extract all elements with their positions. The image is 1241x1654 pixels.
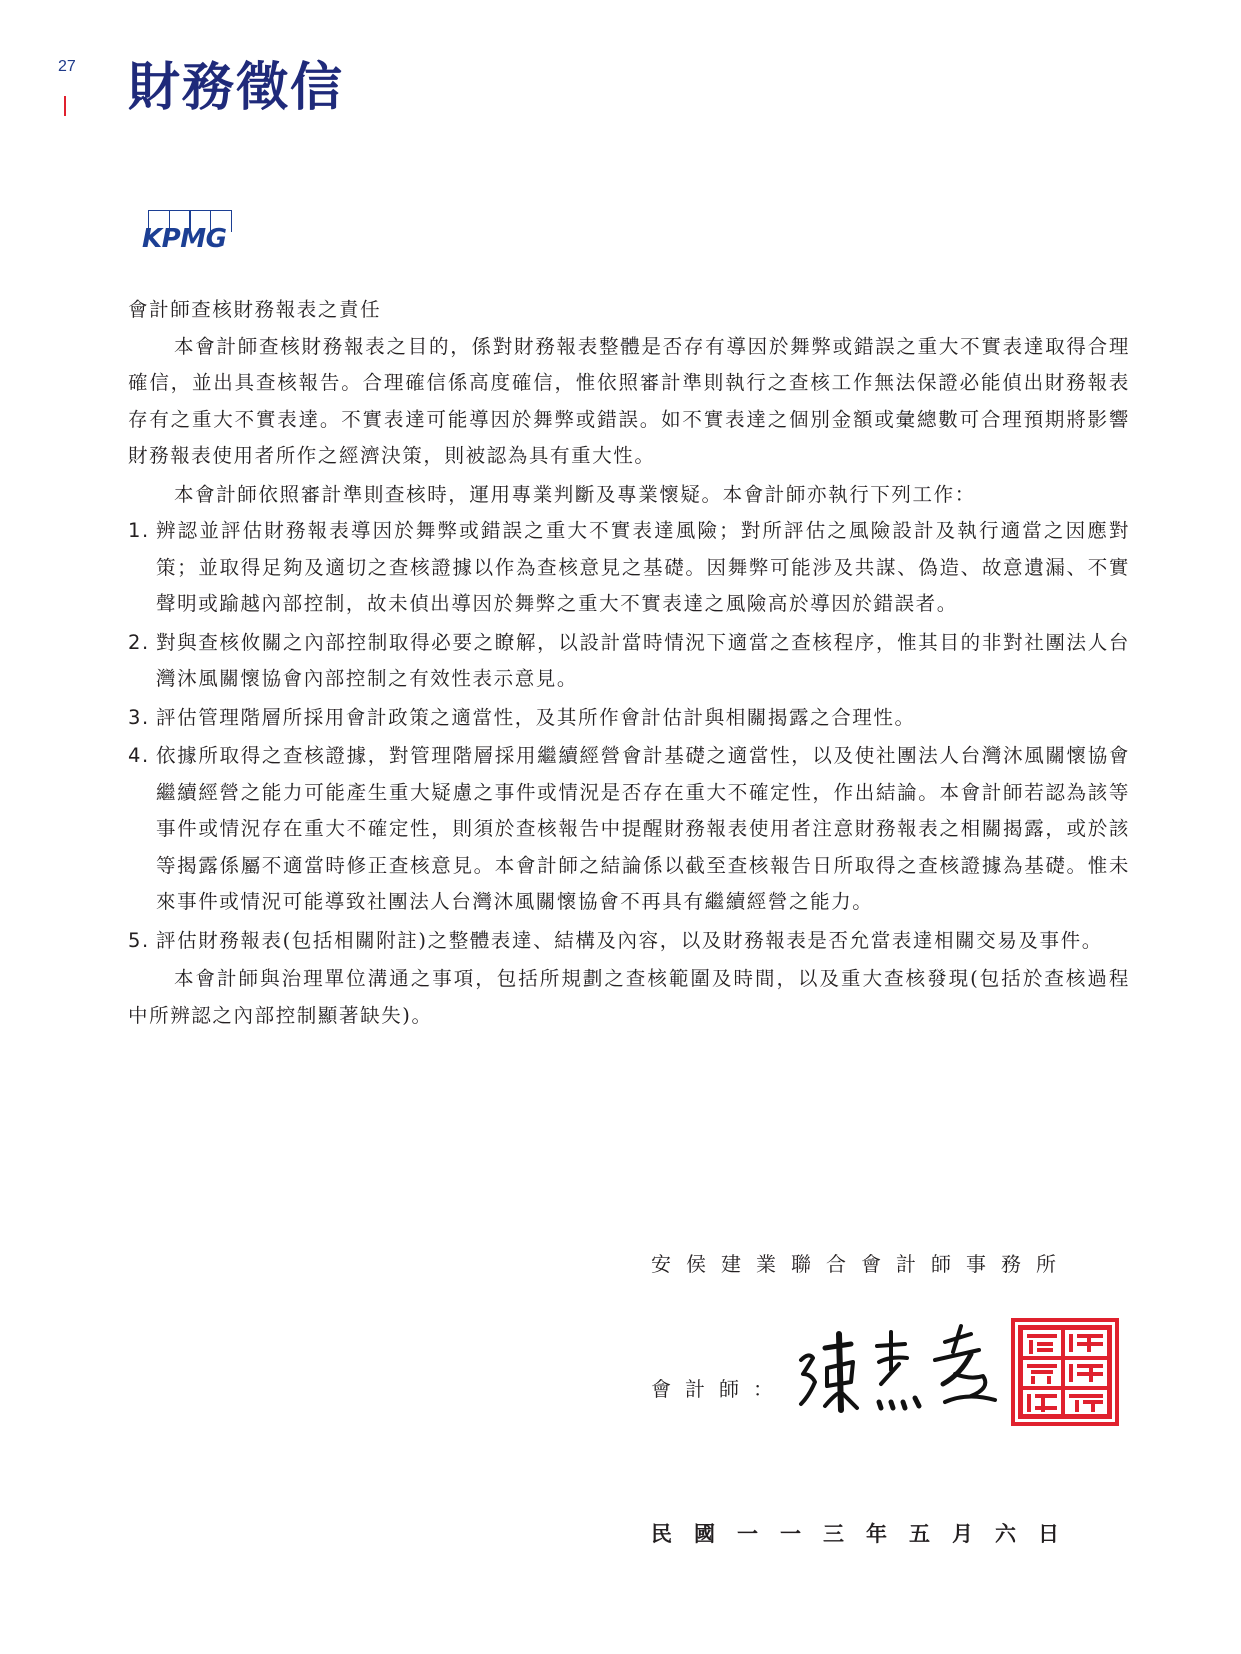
page-marker bbox=[64, 96, 66, 116]
firm-name: 安侯建業聯合會計師事務所 bbox=[651, 1252, 1071, 1276]
section-title: 財務徵信 bbox=[128, 58, 345, 118]
list-item-text: 辨認並評估財務報表導因於舞弊或錯誤之重大不實表達風險；對所評估之風險設計及執行適當之因應對策；並取得足夠及適切之查核證據以作為查核意見之基礎。因舞弊可能涉及共謀、偽造、故意遺漏、不實聲明或踰越內部控制，故未偵出導因於舞弊之重大不實表達之風險高於導因於錯誤者。 bbox=[156, 519, 1130, 615]
procedures-list bbox=[128, 513, 1130, 959]
list-item bbox=[128, 923, 1130, 960]
list-item-number: 2. bbox=[128, 630, 150, 654]
signature-icon bbox=[795, 1322, 1005, 1422]
list-item-number: 3. bbox=[128, 705, 150, 729]
paragraph: 本會計師與治理單位溝通之事項，包括所規劃之查核範圍及時間，以及重大查核發現(包括於查核過程中所辨認之內部控制顯著缺失)。 bbox=[128, 967, 1130, 1027]
seal-icon bbox=[1011, 1318, 1119, 1426]
list-item-number: 5. bbox=[128, 928, 150, 952]
list-item-text: 對與查核攸關之內部控制取得必要之瞭解，以設計當時情況下適當之查核程序，惟其目的非對社團法人台灣沐風關懷協會內部控制之有效性表示意見。 bbox=[156, 630, 1130, 690]
list-item bbox=[128, 738, 1130, 921]
list-item-number: 4. bbox=[128, 744, 150, 767]
page-number: 27 bbox=[58, 58, 76, 75]
list-item-text: 評估管理階層所採用會計政策之適當性，及其所作會計估計與相關揭露之合理性。 bbox=[156, 705, 916, 729]
list-item bbox=[128, 700, 1130, 737]
report-date: 民國一一三年五月六日 bbox=[651, 1521, 1081, 1546]
list-item-text: 依據所取得之查核證據，對管理階層採用繼續經營會計基礎之適當性，以及使社團法人台灣沐風關懷協會繼續經營之能力可能產生重大疑慮之事件或情況是否存在重大不確定性，作出結論。本會計師若認為該等事件或情況存在重大不確定性，則須於查核報告中提醒財務報表使用者注意財務報表之相關揭露，或於該等揭露係屬不適當時修正查核意見。本會計師之結論係以截至查核報告日所取得之查核證據為基礎。惟未來事件或情況可能導致社團法人台灣沐風關懷協會不再具有繼續經營之能力。 bbox=[156, 744, 1130, 913]
logo-wordmark: KPMG bbox=[142, 224, 227, 254]
paragraph: 本會計師查核財務報表之目的，係對財務報表整體是否存有導因於舞弊或錯誤之重大不實表達取得合理確信，並出具查核報告。合理確信係高度確信，惟依照審計準則執行之查核工作無法保證必能偵出財務報表存有之重大不實表達。不實表達可能導因於舞弊或錯誤。如不實表達之個別金額或彙總數可合理預期將影響財務報表使用者所作之經濟決策，則被認為具有重大性。 bbox=[128, 334, 1130, 467]
list-item-number: 1. bbox=[128, 519, 150, 542]
cpa-label: 會計師： bbox=[651, 1377, 787, 1401]
list-item-text: 評估財務報表(包括相關附註)之整體表達、結構及內容，以及財務報表是否允當表達相關交易及事件。 bbox=[156, 928, 1103, 952]
list-item bbox=[128, 513, 1130, 623]
list-item bbox=[128, 625, 1130, 698]
kpmg-logo bbox=[142, 210, 246, 254]
paragraph: 本會計師依照審計準則查核時，運用專業判斷及專業懷疑。本會計師亦執行下列工作： bbox=[174, 482, 976, 506]
section-heading: 會計師查核財務報表之責任 bbox=[128, 298, 382, 321]
report-body bbox=[128, 292, 1130, 1034]
